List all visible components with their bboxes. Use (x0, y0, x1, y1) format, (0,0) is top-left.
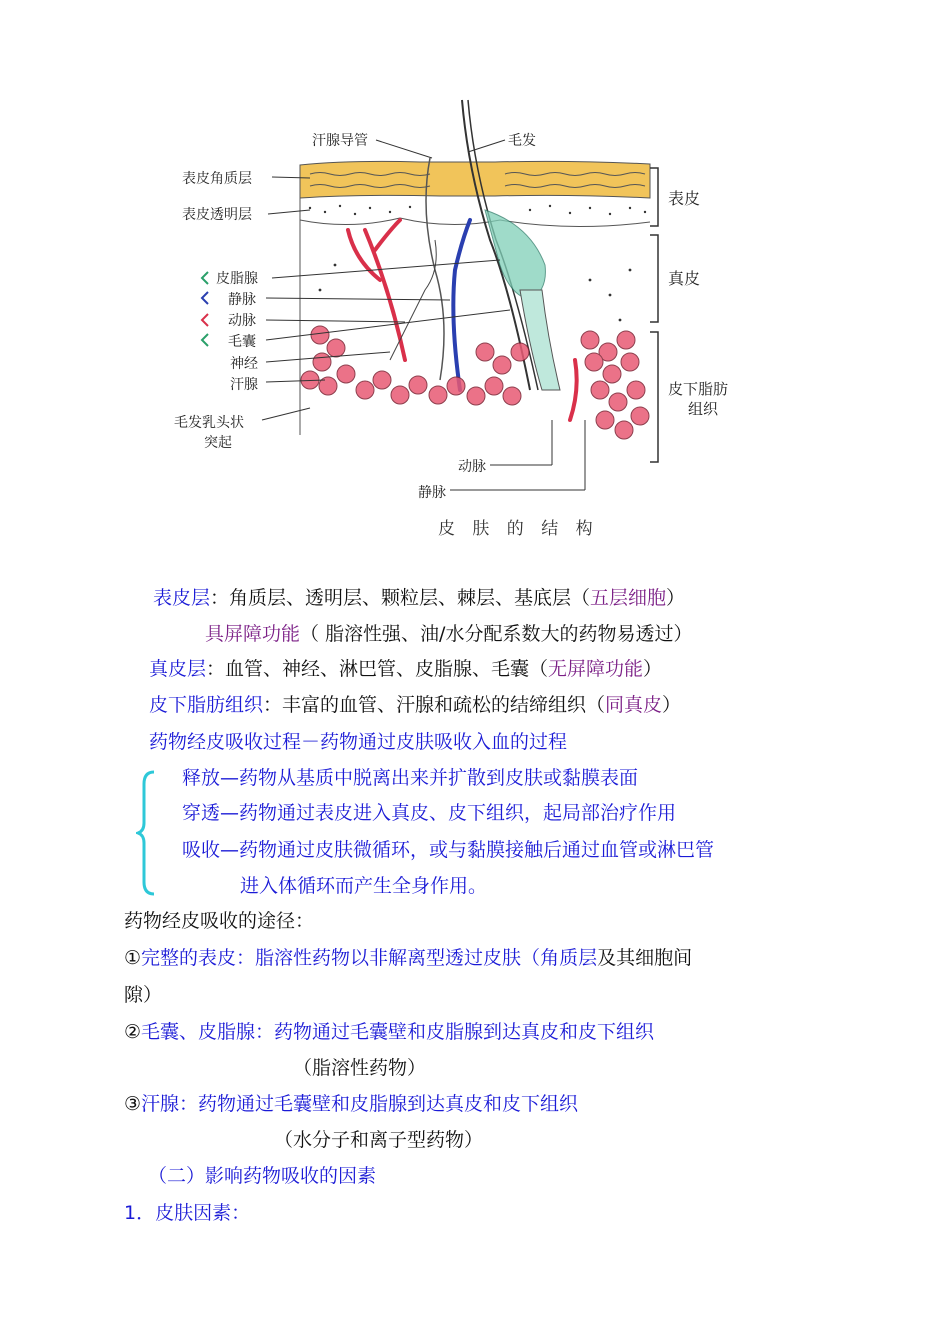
subsection-heading-skin: 1．皮肤因素： (124, 1202, 251, 1224)
label-dermis: 真皮 (668, 269, 701, 288)
line-systemic: 进入体循环而产生全身作用。 (240, 875, 488, 897)
label-follicle: 毛囊 (228, 334, 256, 350)
label-vein: 静脉 (228, 292, 256, 308)
label-stratum-lucidum: 表皮透明层 (182, 207, 252, 223)
figure-caption: 皮 肤 的 结 构 (438, 519, 599, 539)
label-hair: 毛发 (508, 133, 536, 149)
label-artery: 动脉 (228, 313, 256, 329)
line-route-1-cont: 隙） (124, 984, 163, 1006)
label-epidermis: 表皮 (668, 189, 701, 208)
line-route-2-note: （脂溶性药物） (293, 1057, 427, 1079)
line-route-1: ①完整的表皮：脂溶性药物以非解离型透过皮肤（角质层及其细胞间 (124, 947, 693, 969)
line-barrier: 具屏障功能（ 脂溶性强、油/水分配系数大的药物易透过） (205, 623, 693, 645)
skin-structure-figure (150, 90, 760, 550)
label-sweat-duct: 汗腺导管 (312, 133, 368, 149)
line-route-3: ③汗腺：药物通过毛囊壁和皮脂腺到达真皮和皮下组织 (124, 1093, 579, 1115)
label-stratum-corneum: 表皮角质层 (182, 171, 252, 187)
label-papilla-2: 突起 (204, 435, 232, 451)
line-penetration: 穿透—药物通过表皮进入真皮、皮下组织，起局部治疗作用 (182, 802, 677, 824)
label-sebaceous: 皮脂腺 (216, 271, 258, 287)
line-route-3-note: （水分子和离子型药物） (274, 1129, 484, 1151)
label-vein-bottom: 静脉 (418, 485, 446, 501)
label-nerve: 神经 (230, 356, 258, 372)
label-sweat-gland: 汗腺 (230, 377, 258, 393)
curly-brace-icon (136, 768, 158, 898)
line-dermis: 真皮层：血管、神经、淋巴管、皮脂腺、毛囊（无屏障功能） (149, 658, 663, 680)
line-routes-heading: 药物经皮吸收的途径： (124, 910, 315, 932)
label-papilla-1: 毛发乳头状 (174, 415, 244, 431)
line-subcutis: 皮下脂肪组织：丰富的血管、汗腺和疏松的结缔组织（同真皮） (149, 694, 682, 716)
line-release: 释放—药物从基质中脱离出来并扩散到皮肤或黏膜表面 (182, 767, 639, 789)
line-absorption: 吸收—药物通过皮肤微循环，或与黏膜接触后通过血管或淋巴管 (182, 839, 715, 861)
line-route-2: ②毛囊、皮脂腺：药物通过毛囊壁和皮脂腺到达真皮和皮下组织 (124, 1021, 655, 1043)
section-heading-factors: （二）影响药物吸收的因素 (148, 1165, 377, 1187)
line-epidermis: 表皮层：角质层、透明层、颗粒层、棘层、基底层（五层细胞） (153, 587, 686, 609)
line-absorption-process: 药物经皮吸收过程－药物通过皮肤吸收入血的过程 (149, 731, 568, 753)
label-artery-bottom: 动脉 (458, 459, 486, 475)
label-subcutis-2: 组织 (688, 400, 719, 418)
label-subcutis-1: 皮下脂肪 (668, 380, 729, 398)
